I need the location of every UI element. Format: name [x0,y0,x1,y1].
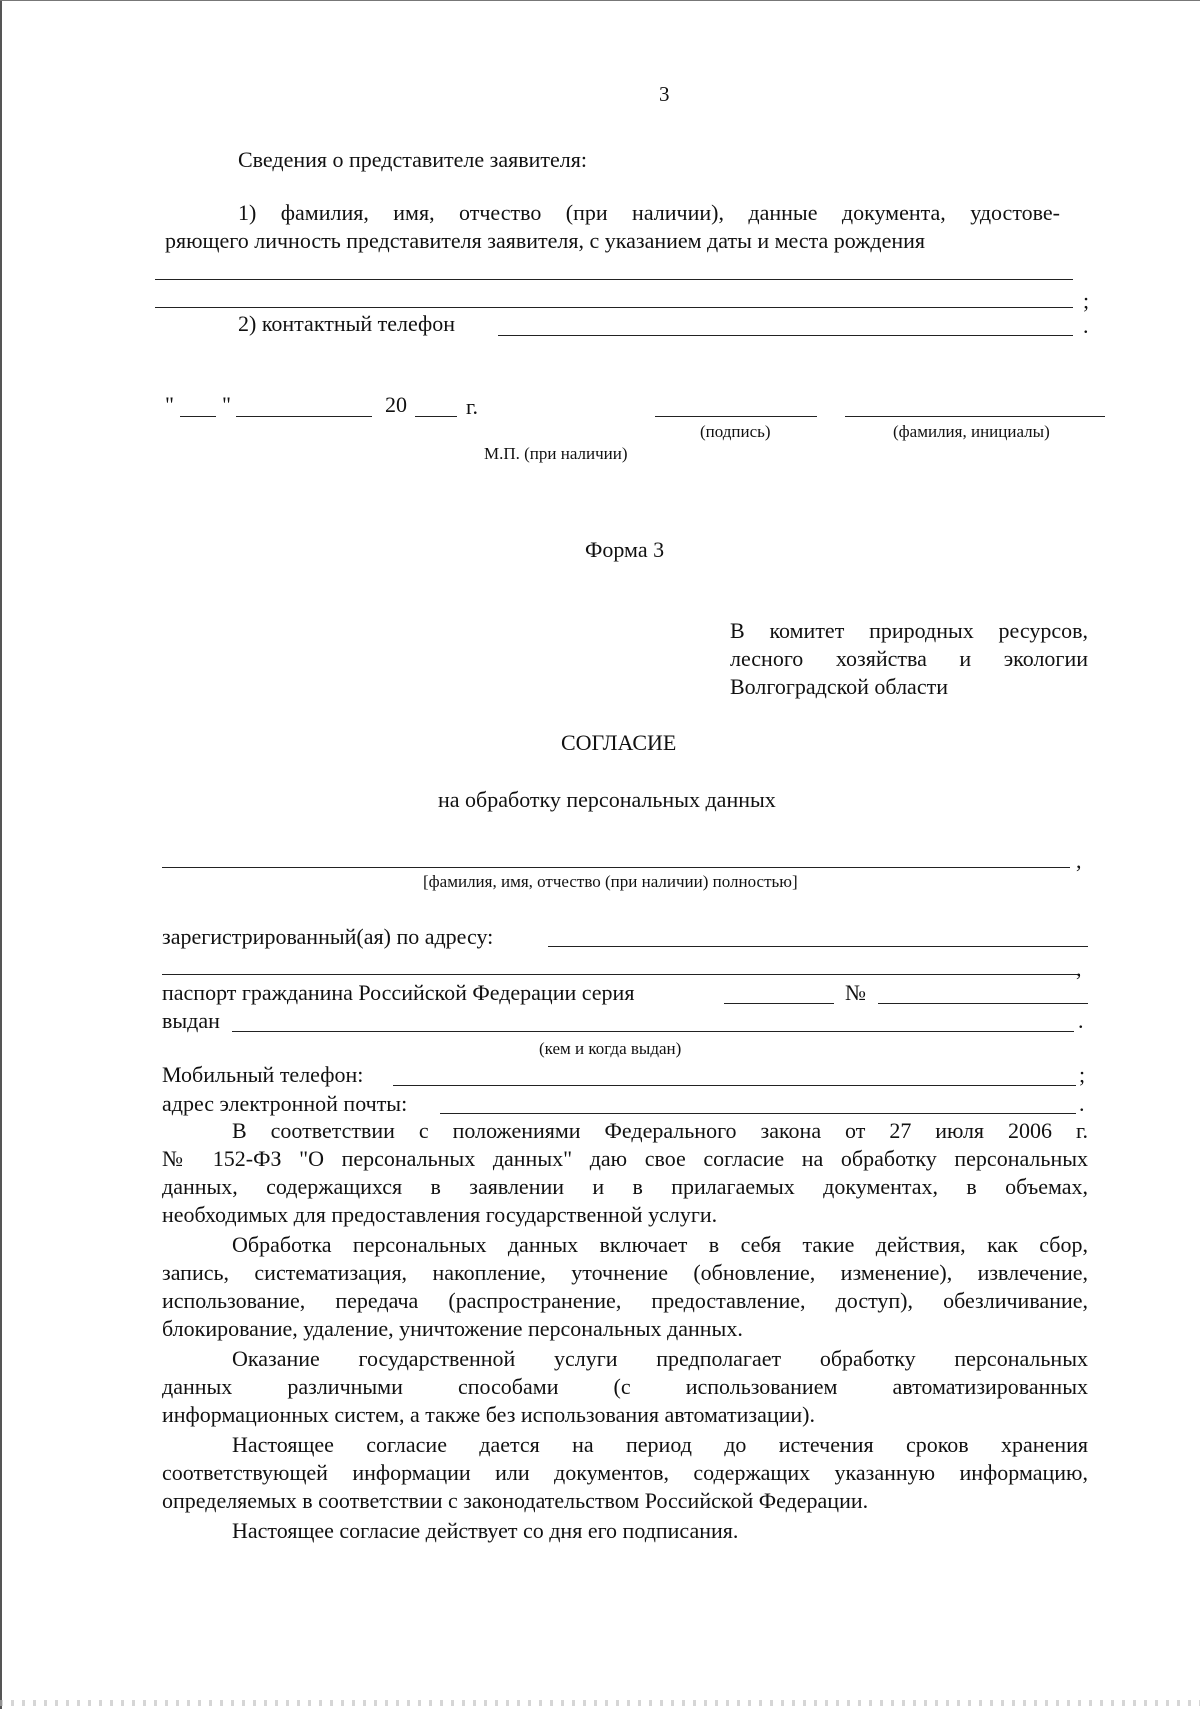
mobile-semicolon: ; [1079,1062,1086,1087]
issued-period: . [1078,1008,1084,1033]
p3-line-2: данных различными способами (с использованием автоматизированных [162,1374,1088,1399]
addressee-line-3: Волгоградской области [730,674,948,699]
email-label: адрес электронной почты: [162,1091,408,1116]
registered-address-field-2[interactable] [162,974,1080,975]
issued-label: выдан [162,1008,220,1033]
rep-item1-line1: 1) фамилия, имя, отчество (при наличии), данные документа, удостове- [238,200,1060,225]
registered-comma: , [1076,956,1082,981]
p1-line-4: необходимых для предоставления государственной услуги. [162,1202,718,1227]
p1-line-3: данных, содержащихся в заявлении и в прилагаемых документах, в объемах, [162,1174,1088,1199]
rep-heading: Сведения о представителе заявителя: [238,147,587,172]
addressee-line-1: В комитет природных ресурсов, [730,618,1088,643]
p2-line-2: запись, систематизация, накопление, уточнение (обновление, изменение), извлечение, [162,1260,1088,1285]
p5-line-1: Настоящее согласие действует со дня его подписания. [232,1518,739,1543]
signature-caption: (подпись) [700,422,771,441]
p3-line-3: информационных систем, а также без использования автоматизации). [162,1402,815,1427]
registered-label: зарегистрированный(ая) по адресу: [162,924,494,949]
stamp-caption: М.П. (при наличии) [484,444,628,463]
email-field[interactable] [440,1113,1076,1114]
p4-line-1: Настоящее согласие дается на период до истечения сроков хранения [232,1432,1088,1457]
date-month-field[interactable] [236,416,372,417]
scan-edge-left [0,0,2,1709]
date-day-field[interactable] [180,416,216,417]
p1-line-1: В соответствии с положениями Федерального закона от 27 июля 2006 г. [232,1118,1088,1143]
issued-field[interactable] [232,1031,1074,1032]
p2-line-3: использование, передача (распространение, предоставление, доступ), обезличивание, [162,1288,1088,1313]
rep-item1-line2: ряющего личность представителя заявителя, с указанием даты и места рождения [165,228,926,253]
issued-caption: (кем и когда выдан) [539,1039,682,1058]
rep-item1-semicolon: ; [1083,288,1090,313]
date-year-field[interactable] [415,416,457,417]
p4-line-3: определяемых в соответствии с законодательством Российской Федерации. [162,1488,869,1513]
p3-line-1: Оказание государственной услуги предполагает обработку персональных [232,1346,1088,1371]
p2-line-1: Обработка персональных данных включает в себя такие действия, как сбор, [232,1232,1088,1257]
rep-phone-field[interactable] [498,335,1073,336]
p2-line-4: блокирование, удаление, уничтожение персональных данных. [162,1316,743,1341]
rep-item1-field-line-2[interactable] [155,307,1073,308]
form-title: Форма 3 [585,537,665,562]
fio-caption: [фамилия, имя, отчество (при наличии) полностью] [423,872,798,891]
rep-phone-period: . [1083,313,1089,338]
registered-address-field[interactable] [548,946,1088,947]
date-year-prefix: 20 [385,392,407,417]
date-quote-close: " [222,392,231,417]
fio-field[interactable] [162,867,1070,868]
name-initials-field[interactable] [845,416,1105,417]
passport-series-field[interactable] [724,1003,834,1004]
mobile-field[interactable] [393,1085,1076,1086]
signature-field[interactable] [655,416,817,417]
p4-line-2: соответствующей информации или документов, содержащих указанную информацию, [162,1460,1088,1485]
consent-title: СОГЛАСИЕ [561,730,677,755]
passport-number-field[interactable] [878,1003,1088,1004]
passport-label: паспорт гражданина Российской Федерации серия [162,980,635,1005]
fio-comma: , [1076,848,1082,873]
scan-noise-bottom [0,1700,1200,1706]
addressee-line-2: лесного хозяйства и экологии [730,646,1088,671]
date-year-suffix: г. [466,394,479,419]
scan-edge-top [0,0,1200,1]
page-number: 3 [659,82,670,106]
date-quote-open: " [165,392,174,417]
mobile-label: Мобильный телефон: [162,1062,364,1087]
consent-subtitle: на обработку персональных данных [438,787,776,812]
passport-number-sign: № [845,980,866,1005]
rep-phone-label: 2) контактный телефон [238,311,456,336]
email-period: . [1079,1091,1085,1116]
rep-item1-field-line-1[interactable] [155,279,1073,280]
p1-line-2: № 152-ФЗ "О персональных данных" даю свое согласие на обработку персональных [162,1146,1088,1171]
name-initials-caption: (фамилия, инициалы) [893,422,1050,441]
